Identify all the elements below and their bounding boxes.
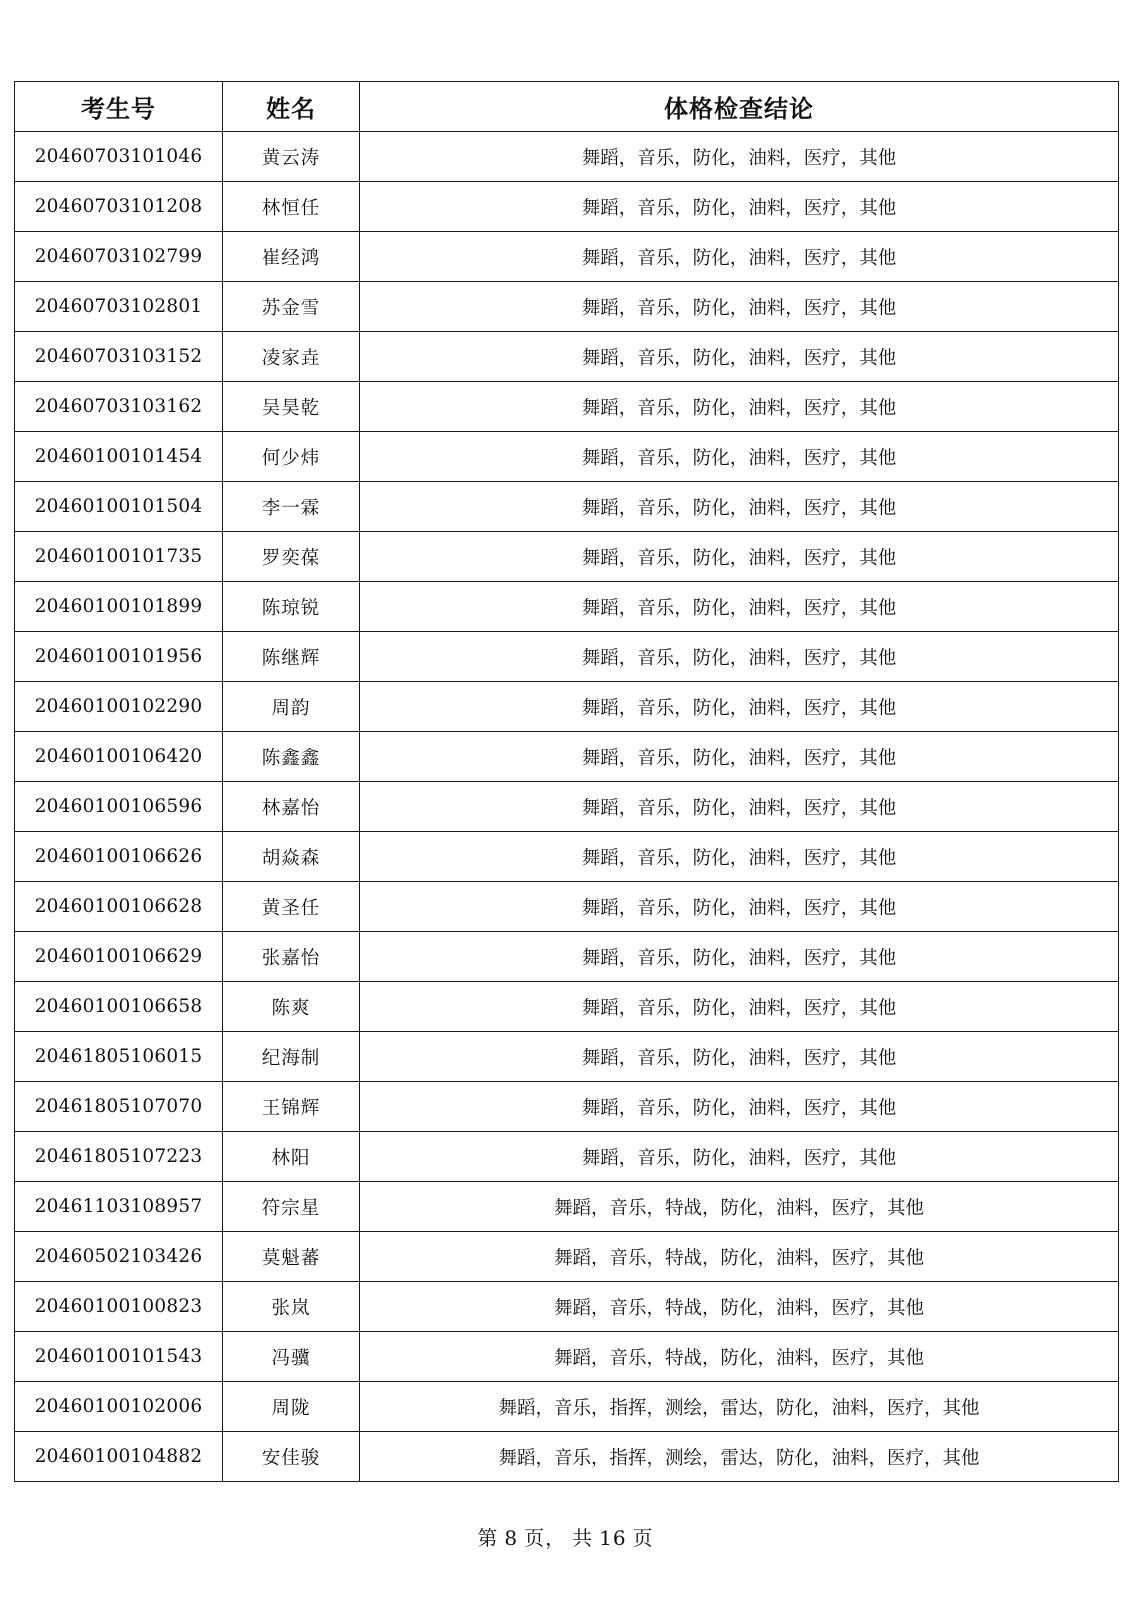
page-footer bbox=[0, 1522, 1131, 1551]
cell-candidate-id: 20460100101956 bbox=[15, 632, 223, 682]
cell-name: 纪海制 bbox=[223, 1032, 360, 1082]
cell-name: 林阳 bbox=[223, 1132, 360, 1182]
cell-candidate-id: 20460100102006 bbox=[15, 1382, 223, 1432]
cell-exam-result: 舞蹈，音乐，防化，油料，医疗，其他 bbox=[360, 332, 1119, 382]
cell-candidate-id: 20460100102290 bbox=[15, 682, 223, 732]
cell-name: 陈鑫鑫 bbox=[223, 732, 360, 782]
cell-exam-result: 舞蹈，音乐，防化，油料，医疗，其他 bbox=[360, 432, 1119, 482]
cell-name: 冯骥 bbox=[223, 1332, 360, 1382]
table-row bbox=[15, 582, 1119, 632]
cell-exam-result: 舞蹈，音乐，防化，油料，医疗，其他 bbox=[360, 482, 1119, 532]
table-row bbox=[15, 632, 1119, 682]
exam-results-table bbox=[14, 81, 1119, 1482]
cell-exam-result: 舞蹈，音乐，防化，油料，医疗，其他 bbox=[360, 1032, 1119, 1082]
cell-candidate-id: 20460100101899 bbox=[15, 582, 223, 632]
footer-current-page: 8 bbox=[504, 1526, 519, 1550]
cell-name: 王锦辉 bbox=[223, 1082, 360, 1132]
cell-exam-result: 舞蹈，音乐，防化，油料，医疗，其他 bbox=[360, 382, 1119, 432]
cell-name: 黄云涛 bbox=[223, 132, 360, 182]
cell-exam-result: 舞蹈，音乐，指挥，测绘，雷达，防化，油料，医疗，其他 bbox=[360, 1382, 1119, 1432]
cell-candidate-id: 20461805107070 bbox=[15, 1082, 223, 1132]
cell-candidate-id: 20461805106015 bbox=[15, 1032, 223, 1082]
cell-exam-result: 舞蹈，音乐，防化，油料，医疗，其他 bbox=[360, 632, 1119, 682]
cell-name: 莫魁蕃 bbox=[223, 1232, 360, 1282]
table-row bbox=[15, 1382, 1119, 1432]
table-row bbox=[15, 682, 1119, 732]
cell-candidate-id: 20461805107223 bbox=[15, 1132, 223, 1182]
cell-candidate-id: 20460100101543 bbox=[15, 1332, 223, 1382]
table-row bbox=[15, 1182, 1119, 1232]
cell-exam-result: 舞蹈，音乐，特战，防化，油料，医疗，其他 bbox=[360, 1282, 1119, 1332]
cell-candidate-id: 20460703101046 bbox=[15, 132, 223, 182]
cell-name: 胡焱森 bbox=[223, 832, 360, 882]
cell-name: 陈继辉 bbox=[223, 632, 360, 682]
table-row bbox=[15, 1432, 1119, 1482]
table-row bbox=[15, 282, 1119, 332]
cell-candidate-id: 20460100106626 bbox=[15, 832, 223, 882]
footer-total-prefix: 共 bbox=[572, 1526, 594, 1550]
header-candidate-id: 考生号 bbox=[15, 82, 223, 132]
cell-candidate-id: 20460100106420 bbox=[15, 732, 223, 782]
table-header-row bbox=[15, 82, 1119, 132]
cell-candidate-id: 20460100106629 bbox=[15, 932, 223, 982]
cell-candidate-id: 20460100106596 bbox=[15, 782, 223, 832]
footer-page-unit: 页， bbox=[524, 1526, 567, 1550]
header-exam-result: 体格检查结论 bbox=[360, 82, 1119, 132]
cell-exam-result: 舞蹈，音乐，特战，防化，油料，医疗，其他 bbox=[360, 1332, 1119, 1382]
cell-name: 安佳骏 bbox=[223, 1432, 360, 1482]
cell-exam-result: 舞蹈，音乐，特战，防化，油料，医疗，其他 bbox=[360, 1232, 1119, 1282]
cell-exam-result: 舞蹈，音乐，防化，油料，医疗，其他 bbox=[360, 182, 1119, 232]
cell-name: 张岚 bbox=[223, 1282, 360, 1332]
cell-candidate-id: 20460703102801 bbox=[15, 282, 223, 332]
cell-name: 林恒任 bbox=[223, 182, 360, 232]
header-name: 姓名 bbox=[223, 82, 360, 132]
table-row bbox=[15, 1032, 1119, 1082]
cell-candidate-id: 20460100101454 bbox=[15, 432, 223, 482]
table-row bbox=[15, 932, 1119, 982]
cell-name: 陈琼锐 bbox=[223, 582, 360, 632]
table-row bbox=[15, 332, 1119, 382]
table-row bbox=[15, 1132, 1119, 1182]
cell-candidate-id: 20461103108957 bbox=[15, 1182, 223, 1232]
table-row bbox=[15, 382, 1119, 432]
footer-total-pages: 16 bbox=[599, 1526, 627, 1550]
cell-exam-result: 舞蹈，音乐，防化，油料，医疗，其他 bbox=[360, 532, 1119, 582]
cell-candidate-id: 20460100104882 bbox=[15, 1432, 223, 1482]
table-row bbox=[15, 1232, 1119, 1282]
cell-name: 罗奕葆 bbox=[223, 532, 360, 582]
footer-page-prefix: 第 bbox=[477, 1526, 499, 1550]
cell-name: 何少炜 bbox=[223, 432, 360, 482]
cell-candidate-id: 20460703103152 bbox=[15, 332, 223, 382]
table-row bbox=[15, 532, 1119, 582]
cell-exam-result: 舞蹈，音乐，防化，油料，医疗，其他 bbox=[360, 1082, 1119, 1132]
cell-exam-result: 舞蹈，音乐，指挥，测绘，雷达，防化，油料，医疗，其他 bbox=[360, 1432, 1119, 1482]
table-row bbox=[15, 1082, 1119, 1132]
cell-name: 林嘉怡 bbox=[223, 782, 360, 832]
table-row bbox=[15, 482, 1119, 532]
table-row bbox=[15, 432, 1119, 482]
cell-candidate-id: 20460100100823 bbox=[15, 1282, 223, 1332]
cell-candidate-id: 20460703102799 bbox=[15, 232, 223, 282]
footer-total-unit: 页 bbox=[632, 1526, 654, 1550]
cell-exam-result: 舞蹈，音乐，防化，油料，医疗，其他 bbox=[360, 232, 1119, 282]
cell-exam-result: 舞蹈，音乐，防化，油料，医疗，其他 bbox=[360, 932, 1119, 982]
cell-exam-result: 舞蹈，音乐，防化，油料，医疗，其他 bbox=[360, 982, 1119, 1032]
table-row bbox=[15, 882, 1119, 932]
cell-candidate-id: 20460100106628 bbox=[15, 882, 223, 932]
table-row bbox=[15, 982, 1119, 1032]
cell-name: 凌家垚 bbox=[223, 332, 360, 382]
table-row bbox=[15, 832, 1119, 882]
table-row bbox=[15, 232, 1119, 282]
cell-name: 崔经鸿 bbox=[223, 232, 360, 282]
cell-name: 陈爽 bbox=[223, 982, 360, 1032]
cell-candidate-id: 20460100101735 bbox=[15, 532, 223, 582]
cell-name: 黄圣任 bbox=[223, 882, 360, 932]
table-body bbox=[15, 132, 1119, 1482]
cell-name: 周陇 bbox=[223, 1382, 360, 1432]
cell-name: 李一霖 bbox=[223, 482, 360, 532]
table-row bbox=[15, 132, 1119, 182]
table-row bbox=[15, 782, 1119, 832]
table-row bbox=[15, 1282, 1119, 1332]
cell-exam-result: 舞蹈，音乐，防化，油料，医疗，其他 bbox=[360, 682, 1119, 732]
cell-candidate-id: 20460703101208 bbox=[15, 182, 223, 232]
cell-name: 符宗星 bbox=[223, 1182, 360, 1232]
cell-candidate-id: 20460703103162 bbox=[15, 382, 223, 432]
cell-exam-result: 舞蹈，音乐，防化，油料，医疗，其他 bbox=[360, 582, 1119, 632]
cell-exam-result: 舞蹈，音乐，防化，油料，医疗，其他 bbox=[360, 732, 1119, 782]
cell-name: 苏金雪 bbox=[223, 282, 360, 332]
cell-exam-result: 舞蹈，音乐，防化，油料，医疗，其他 bbox=[360, 882, 1119, 932]
table-row bbox=[15, 182, 1119, 232]
cell-name: 张嘉怡 bbox=[223, 932, 360, 982]
cell-exam-result: 舞蹈，音乐，特战，防化，油料，医疗，其他 bbox=[360, 1182, 1119, 1232]
cell-exam-result: 舞蹈，音乐，防化，油料，医疗，其他 bbox=[360, 782, 1119, 832]
cell-name: 周韵 bbox=[223, 682, 360, 732]
cell-exam-result: 舞蹈，音乐，防化，油料，医疗，其他 bbox=[360, 832, 1119, 882]
cell-candidate-id: 20460502103426 bbox=[15, 1232, 223, 1282]
cell-candidate-id: 20460100106658 bbox=[15, 982, 223, 1032]
cell-exam-result: 舞蹈，音乐，防化，油料，医疗，其他 bbox=[360, 132, 1119, 182]
table-row bbox=[15, 1332, 1119, 1382]
table-row bbox=[15, 732, 1119, 782]
cell-exam-result: 舞蹈，音乐，防化，油料，医疗，其他 bbox=[360, 282, 1119, 332]
cell-name: 吴昊乾 bbox=[223, 382, 360, 432]
cell-candidate-id: 20460100101504 bbox=[15, 482, 223, 532]
cell-exam-result: 舞蹈，音乐，防化，油料，医疗，其他 bbox=[360, 1132, 1119, 1182]
